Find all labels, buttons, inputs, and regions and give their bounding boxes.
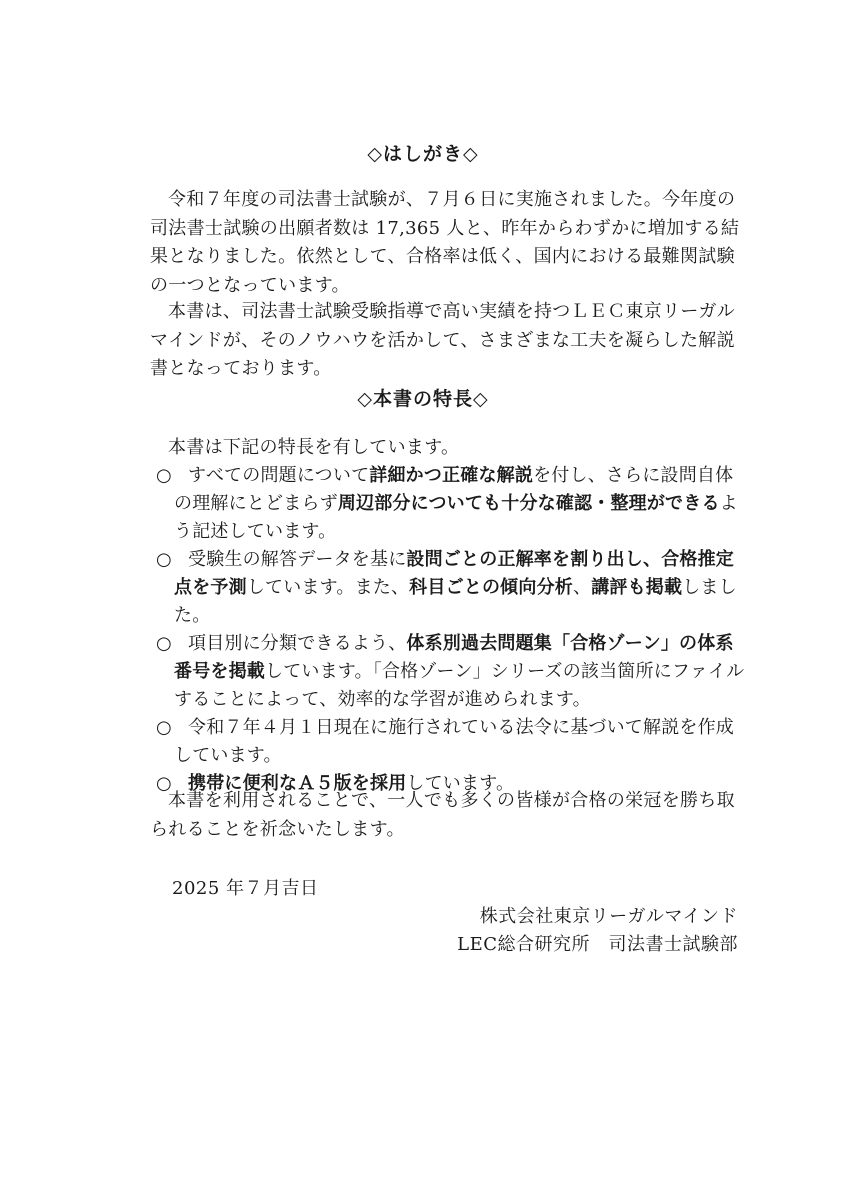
emphasis: 携帯に便利なＡ５版を採用 — [188, 773, 407, 794]
emphasis: 設問ごとの正解率を割り出し、合格推定点を予測 — [174, 549, 735, 598]
preface-paragraph-1: 令和７年度の司法書士試験が、７月６日に実施されました。今年度の司法書士試験の出願者数は 17,365 人と、昨年からわずかに増加する結果となりました。依然として、合格率は低く、国内における最難関試験の一つとなっています。 — [150, 189, 740, 296]
feature-item-4: ○ 令和７年４月１日現在に施行されている法令に基づいて解説を作成しています。 — [150, 714, 745, 770]
company-name: 株式会社東京リーガルマインド — [479, 906, 738, 927]
circle-bullet-icon: ○ — [156, 633, 172, 654]
preface-paragraph-2: 本書は、司法書士試験受験指導で高い実績を持つＬＥＣ東京リーガルマインドが、そのノウハウを活かして、さまざまな工夫を凝らした解説書となっております。 — [150, 301, 735, 379]
features-intro: 本書は下記の特長を有しています。 — [168, 437, 460, 458]
circle-bullet-icon: ○ — [156, 717, 172, 738]
circle-bullet-icon: ○ — [156, 549, 172, 570]
emphasis: 科目ごとの傾向分析 — [409, 577, 573, 598]
features-heading: ◇本書の特長◇ — [357, 388, 489, 410]
circle-bullet-icon: ○ — [156, 773, 172, 794]
date-line: 2025 年７月吉日 — [172, 878, 319, 899]
emphasis: 体系別過去問題集「合格ゾーン」の体系番号を掲載 — [174, 633, 734, 682]
emphasis: 講評も掲載 — [591, 577, 683, 598]
feature-item-3: ○ 項目別に分類できるよう、体系別過去問題集「合格ゾーン」の体系番号を掲載しています。「合格ゾーン」シリーズの該当箇所にファイルすることによって、効率的な学習が進められます。 — [150, 630, 745, 714]
emphasis: 周辺部分についても十分な確認・整理ができる — [337, 493, 720, 514]
preface-heading: ◇はしがき◇ — [367, 143, 479, 165]
closing-paragraph: 本書を利用されることで、一人でも多くの皆様が合格の栄冠を勝ち取られることを祈念いたします。 — [150, 790, 735, 840]
circle-bullet-icon: ○ — [156, 465, 172, 486]
features-list — [150, 462, 745, 798]
feature-item-5: ○ 携帯に便利なＡ５版を採用しています。 — [150, 770, 745, 798]
department-name: LEC総合研究所 司法書士試験部 — [457, 934, 738, 955]
emphasis: 詳細かつ正確な解説 — [369, 465, 534, 486]
feature-item-1: ○ すべての問題について詳細かつ正確な解説を付し、さらに設問自体の理解にとどまらず周辺部分についても十分な確認・整理ができるよう記述しています。 — [150, 462, 745, 546]
feature-item-2: ○ 受験生の解答データを基に設問ごとの正解率を割り出し、合格推定点を予測しています。また、科目ごとの傾向分析、講評も掲載しました。 — [150, 546, 745, 630]
